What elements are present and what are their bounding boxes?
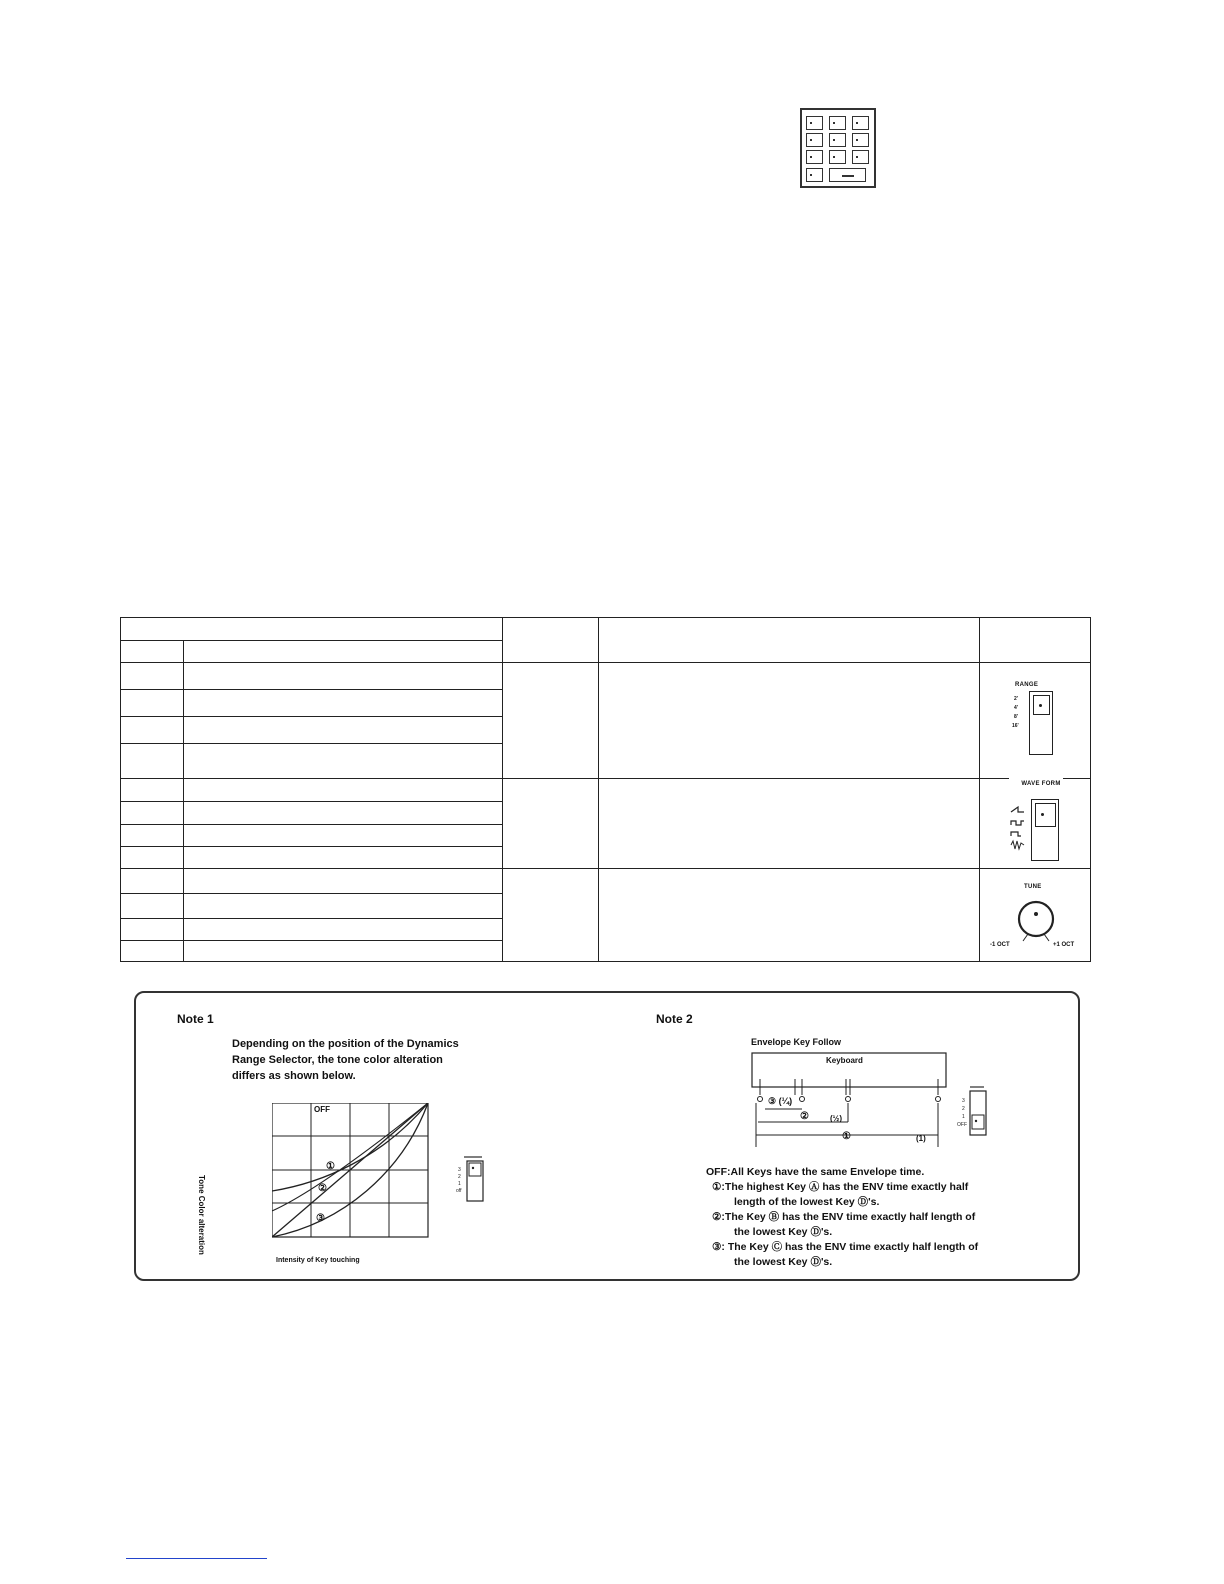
note2-line-2a: ②:The Key Ⓑ has the ENV time exactly half length of (712, 1211, 976, 1223)
chart-x-axis-label: Intensity of Key touching (276, 1257, 360, 1264)
svg-text:3: 3 (458, 1167, 461, 1173)
note2-title: Note 2 (656, 1012, 693, 1026)
waveform-symbols-icon (1010, 805, 1030, 851)
note2-line-3b: the lowest Key Ⓓ's. (734, 1256, 833, 1268)
svg-text:off: off (456, 1188, 462, 1194)
tune-knob-label: TUNE (1024, 884, 1042, 890)
svg-text:2: 2 (962, 1106, 965, 1112)
range-option-16: 16' (1012, 723, 1019, 729)
note2-line-1a: ①:The highest Key Ⓐ has the ENV time exactly half (712, 1181, 969, 1193)
range-option-8: 8' (1014, 714, 1018, 720)
curve-off-label: OFF (314, 1105, 330, 1114)
curve-1-label: ① (326, 1161, 335, 1172)
note2-line-1b: length of the lowest Key Ⓓ's. (734, 1196, 880, 1208)
span-1-number: ① (842, 1131, 851, 1142)
wave-form-selector-label: WAVE FORM (1021, 781, 1061, 787)
note2-line-off: OFF:All Keys have the same Envelope time. (706, 1166, 925, 1178)
curve-3-label: ③ (316, 1213, 325, 1224)
note1-chart (272, 1103, 432, 1247)
tune-max-label: +1 OCT (1053, 942, 1075, 948)
range-selector-switch (1029, 691, 1053, 755)
chart-y-axis-label: Tone Color alteration (197, 1175, 206, 1255)
note2-line-2b: the lowest Key Ⓓ's. (734, 1226, 833, 1238)
span-2-fraction: (½) (830, 1114, 842, 1123)
tune-min-label: -1 OCT (990, 942, 1010, 948)
range-option-4: 4' (1014, 705, 1018, 711)
span-3-label: ③ (¼) (768, 1096, 793, 1106)
span-2-number: ② (800, 1111, 809, 1122)
note1-text-line-1: Depending on the position of the Dynamics (232, 1038, 459, 1050)
envelope-key-follow-title: Envelope Key Follow (751, 1037, 842, 1047)
dynamics-selector-icon (452, 1153, 492, 1205)
span-1-fraction: (1) (916, 1134, 926, 1143)
footer-rule (126, 1558, 267, 1559)
note1-text-line-3: differs as shown below. (232, 1070, 356, 1082)
svg-text:2: 2 (458, 1174, 461, 1180)
wave-form-selector-switch (1031, 799, 1059, 861)
range-option-2: 2' (1014, 696, 1018, 702)
note1-text-line-2: Range Selector, the tone color alteration (232, 1054, 443, 1066)
svg-text:3: 3 (962, 1098, 965, 1104)
svg-text:OFF: OFF (957, 1122, 967, 1128)
notes-box (134, 991, 1080, 1281)
parameter-table (120, 617, 1091, 962)
keyboard-label: Keyboard (826, 1056, 863, 1065)
tune-knob-icon (1011, 894, 1061, 944)
svg-text:1: 1 (458, 1181, 461, 1187)
note1-title: Note 1 (177, 1012, 214, 1026)
env-key-follow-selector-icon (956, 1083, 992, 1143)
curve-2-label: ② (318, 1183, 327, 1194)
range-selector-label: RANGE (1015, 682, 1039, 688)
note2-line-3a: ③: The Key Ⓒ has the ENV time exactly half length of (712, 1241, 979, 1253)
keypad-icon (800, 108, 876, 188)
svg-text:1: 1 (962, 1114, 965, 1120)
